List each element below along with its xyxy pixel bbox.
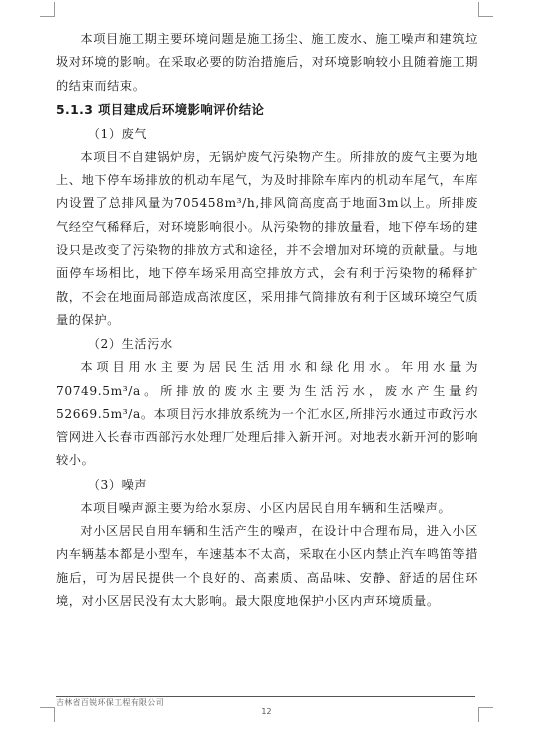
page-body [56, 28, 478, 613]
noise-paragraph-2: 对小区居民自用车辆和生活产生的噪声，在设计中合理布局，进入小区内车辆基本都是小型车，车速基本不太高，采取在小区内禁止汽车鸣笛等措施后，可为居民提供一个良好的、高素质、高品味、安静、舒适的居住环境，对小区居民没有太大影响。最大限度地保护小区内声环境质量。 [56, 524, 478, 608]
footer-company-name: 吉林省百锐环保工程有限公司 [56, 698, 164, 707]
section-heading: 5.1.3 项目建成后环境影响评价结论 [56, 101, 265, 117]
noise-title: （3）噪声 [87, 477, 148, 492]
sewage-paragraph: 本项目用水主要为居民生活用水和绿化用水。年用水量为70749.5m³/a。所排放的废水主要为生活污水，废水产生量约52669.5m³/a。本项目污水排放系统为一个汇水区,所排污水通过市政污水管网进入长春市西部污水处理厂处理后排入新开河。对地表水新开河的影响较小。 [56, 360, 478, 468]
crop-mark-top-left [40, 2, 55, 17]
intro-paragraph: 本项目施工期主要环境问题是施工扬尘、施工废水、施工噪声和建筑垃圾对环境的影响。在采取必要的防治措施后，对环境影响较小且随着施工期的结束而结束。 [56, 32, 478, 93]
waste-gas-paragraph: 本项目不自建锅炉房，无锅炉废气污染物产生。所排放的废气主要为地上、地下停车场排放的机动车尾气，为及时排除车库内的机动车尾气，车库内设置了总排风量为705458m³/h,排风筒高度高于地面3m以上。所排废气经空气稀释后，对环境影响很小。从污染物的排放量看，地下停车场的建设只是改变了污染物的排放方式和途径，并不会增加对环境的贡献量。与地面停车场相比，地下停车场采用高空排放方式，会有利于污染物的稀释扩散，不会在地面局部造成高浓度区，采用排气筒排放有利于区域环境空气质量的保护。 [56, 149, 478, 327]
noise-paragraph-1: 本项目噪声源主要为给水泵房、小区内居民自用车辆和生活噪声。 [80, 500, 452, 515]
page-number: 12 [261, 707, 272, 716]
waste-gas-title: （1）废气 [87, 126, 148, 141]
sewage-title: （2）生活污水 [87, 337, 173, 352]
crop-mark-top-right [478, 2, 493, 17]
